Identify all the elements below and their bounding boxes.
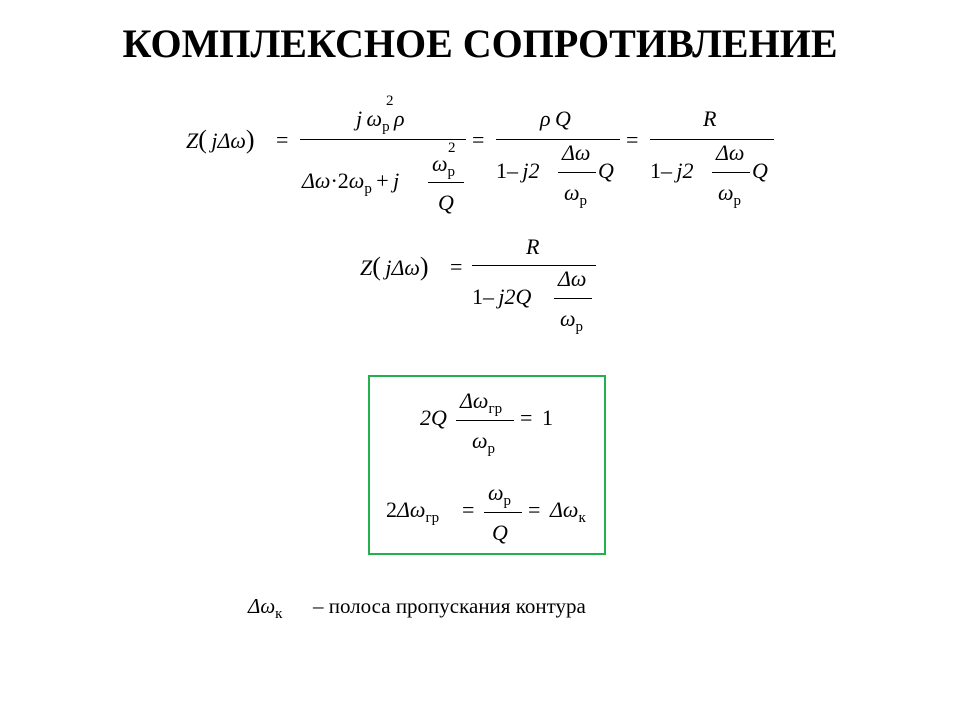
caption-symbol: Δω [248, 594, 276, 618]
delta-omega-k: $\Delta\omega_к$ [550, 497, 586, 526]
equals-sign: = [472, 127, 485, 152]
Q-factor-3: Q [752, 158, 768, 183]
equals-sign: = [520, 405, 533, 430]
inner-fraction-bar [554, 298, 592, 299]
inner-denominator-2: $\omega_р$ [564, 180, 588, 209]
two-delta-omega-gr: $2\Delta\omega_{гр}$ [386, 497, 440, 526]
caption-symbol-sub: к [275, 606, 283, 622]
equals-sign: = [462, 497, 475, 522]
inner-numerator-3: Δω [716, 140, 745, 165]
fraction-bar-1 [300, 139, 466, 140]
denominator-2: 1– j2 [496, 158, 540, 183]
numerator-2: ρ Q [540, 106, 571, 131]
equals-sign: = [626, 127, 639, 152]
numerator: $\Delta\omega_{гр}$ [460, 388, 503, 417]
inner-numerator-2: Δω [562, 140, 591, 165]
page-title: КОМПЛЕКСНОЕ СОПРОТИВЛЕНИЕ [122, 21, 838, 66]
numerator: $\omega_р$ [488, 480, 512, 509]
inner-denominator-3: $\omega_р$ [718, 180, 742, 209]
fraction-bar-2 [496, 139, 620, 140]
inner-denominator: $\omega_р$ [560, 306, 584, 335]
denominator: 1– j2Q [472, 284, 532, 309]
denominator-1: $\Delta\omega\cdot 2\omega_р + j$ [302, 168, 400, 197]
one: 1 [542, 405, 553, 430]
denominator: Q [492, 520, 508, 545]
lhs-Z: Z( jΔω) [360, 252, 429, 281]
inner-denominator-1: Q [438, 190, 454, 215]
denominator-3: 1– j2 [650, 158, 694, 183]
numerator-3: R [703, 106, 717, 131]
equals-sign: = [276, 127, 289, 152]
Q-factor-2: Q [598, 158, 614, 183]
inner-numerator-1: $\omega_р$ 2 [432, 140, 456, 180]
two-Q: 2Q [420, 405, 447, 430]
inner-fraction-bar-1 [428, 182, 464, 183]
equals-sign: = [450, 254, 463, 279]
lhs-Z: Z( jΔω) [186, 125, 255, 154]
fraction-bar [484, 512, 522, 513]
equals-sign: = [528, 497, 541, 522]
inner-numerator: Δω [558, 266, 587, 291]
caption [248, 594, 586, 622]
inner-fraction-bar-3 [712, 172, 750, 173]
numerator-1: j $\omega_р$ 2 ρ [356, 93, 405, 135]
fraction-bar-3 [650, 139, 774, 140]
numerator: R [526, 234, 540, 259]
fraction-bar [456, 420, 514, 421]
inner-fraction-bar-2 [558, 172, 596, 173]
denominator: $\omega_р$ [472, 428, 496, 457]
caption-text: – полоса пропускания контура [312, 594, 586, 618]
